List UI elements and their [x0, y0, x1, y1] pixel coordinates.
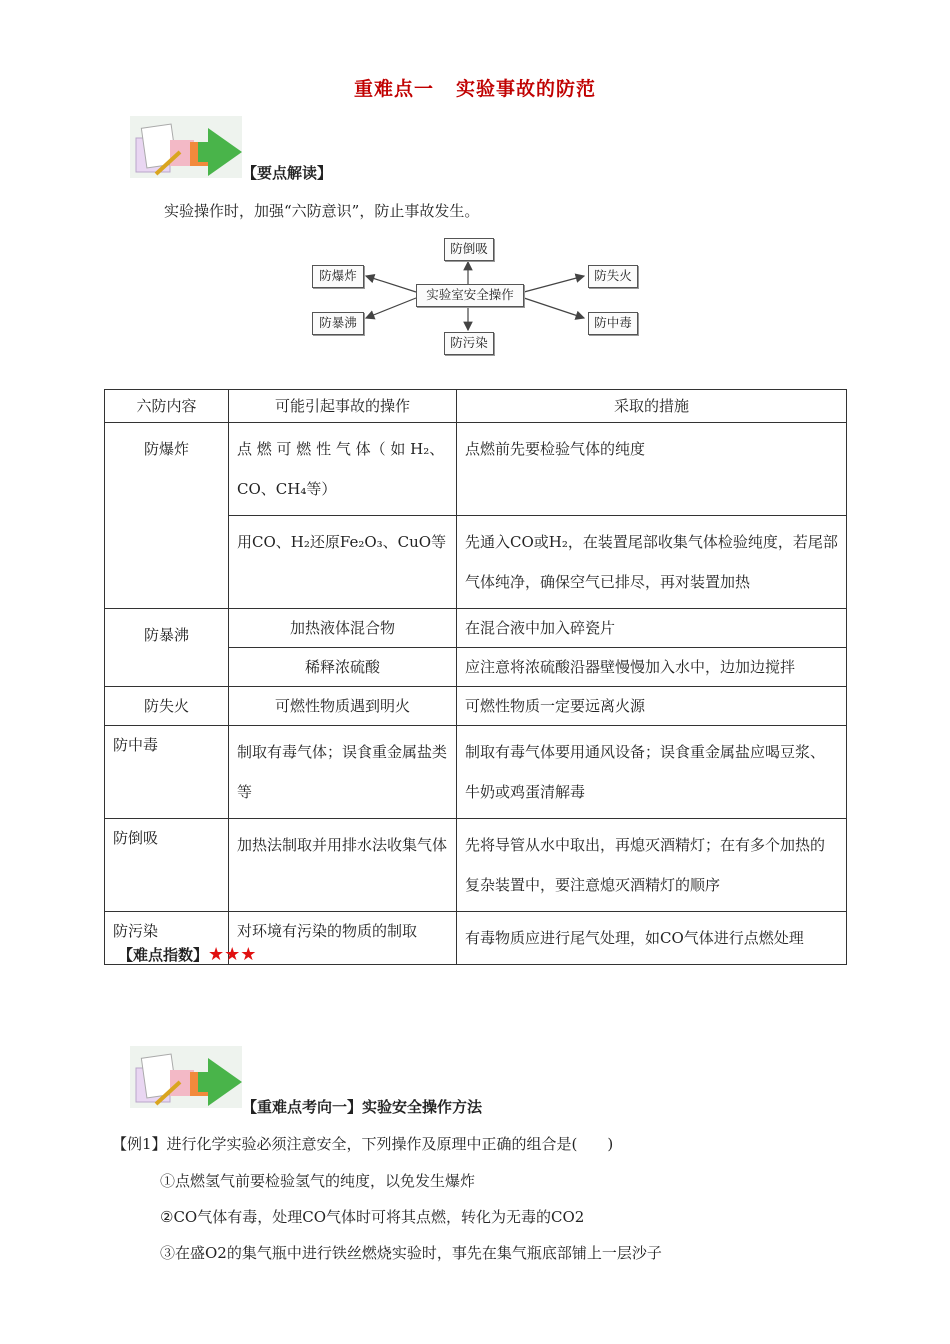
- diagram-top-box: 防倒吸: [444, 238, 494, 261]
- diagram-bottom-box: 防污染: [444, 332, 494, 355]
- diagram-center-box: 实验室安全操作: [416, 284, 524, 307]
- difficulty-label: 【难点指数】: [118, 946, 209, 964]
- table-category-cell: 防污染: [105, 912, 229, 965]
- table-row: [105, 726, 847, 819]
- table-row: [105, 819, 847, 912]
- table-header-cell: 可能引起事故的操作: [229, 390, 457, 423]
- example-option: ②CO气体有毒，处理CO气体时可将其点燃，转化为无毒的CO2: [160, 1208, 585, 1226]
- table-row: [105, 687, 847, 726]
- title-part2: 实验事故的防范: [456, 78, 597, 100]
- table-category-cell: 防中毒: [105, 726, 229, 819]
- table-category-cell: 防暴沸: [105, 609, 229, 687]
- table-operation-cell: 用CO、H₂还原Fe₂O₃、CuO等: [229, 516, 457, 609]
- table-measure-cell: 有毒物质应进行尾气处理，如CO气体进行点燃处理: [457, 912, 847, 965]
- table-measure-cell: 先通入CO或H₂，在装置尾部收集气体检验纯度，若尾部气体纯净，确保空气已排尽，再对装置加热: [457, 516, 847, 609]
- table-operation-cell: 点 燃 可 燃 性 气 体（ 如 H₂、CO、CH₄等）: [229, 423, 457, 516]
- table-operation-cell: 对环境有污染的物质的制取: [229, 912, 457, 965]
- table-header-cell: 六防内容: [105, 390, 229, 423]
- intro-text: 实验操作时，加强“六防意识”，防止事故发生。: [164, 202, 480, 220]
- example-option: ③在盛O2的集气瓶中进行铁丝燃烧实验时，事先在集气瓶底部铺上一层沙子: [160, 1244, 662, 1262]
- table-operation-cell: 加热法制取并用排水法收集气体: [229, 819, 457, 912]
- table-row: [105, 609, 847, 648]
- table-row: [105, 423, 847, 516]
- diagram-right-top-box: 防失火: [588, 265, 638, 288]
- table-category-cell: 防爆炸: [105, 423, 229, 609]
- page-title: [0, 74, 950, 101]
- example-option: ①点燃氢气前要检验氢气的纯度，以免发生爆炸: [160, 1172, 476, 1190]
- diagram-left-bottom-box: 防暴沸: [312, 312, 364, 335]
- table-category-cell: 防失火: [105, 687, 229, 726]
- notebook-logo-icon: [130, 116, 242, 178]
- table-measure-cell: 在混合液中加入碎瓷片: [457, 609, 847, 648]
- table-operation-cell: 稀释浓硫酸: [229, 648, 457, 687]
- difficulty-stars: ★★★: [208, 944, 257, 965]
- six-prevention-diagram: [300, 232, 660, 362]
- table-measure-cell: 可燃性物质一定要远离火源: [457, 687, 847, 726]
- table-measure-cell: 点燃前先要检验气体的纯度: [457, 423, 847, 516]
- diagram-right-bottom-box: 防中毒: [588, 312, 638, 335]
- table-operation-cell: 制取有毒气体；误食重金属盐类等: [229, 726, 457, 819]
- table-measure-cell: 制取有毒气体要用通风设备；误食重金属盐应喝豆浆、牛奶或鸡蛋清解毒: [457, 726, 847, 819]
- table-measure-cell: 应注意将浓硫酸沿器壁慢慢加入水中，边加边搅拌: [457, 648, 847, 687]
- table-operation-cell: 可燃性物质遇到明火: [229, 687, 457, 726]
- six-prevention-table: [104, 389, 847, 965]
- table-header-row: [105, 390, 847, 423]
- diagram-left-top-box: 防爆炸: [312, 265, 364, 288]
- table-header-cell: 采取的措施: [457, 390, 847, 423]
- difficulty-index: [118, 944, 256, 965]
- section-heading-key-points: 【要点解读】: [242, 164, 333, 182]
- section-heading-direction-one: 【重难点考向一】实验安全操作方法: [242, 1098, 483, 1116]
- title-part1: 重难点一: [353, 78, 434, 100]
- example-stem: 【例1】进行化学实验必须注意安全，下列操作及原理中正确的组合是( ): [112, 1135, 614, 1153]
- notebook-logo-icon: [130, 1046, 242, 1108]
- table-operation-cell: 加热液体混合物: [229, 609, 457, 648]
- table-category-cell: 防倒吸: [105, 819, 229, 912]
- table-measure-cell: 先将导管从水中取出，再熄灭酒精灯；在有多个加热的复杂装置中，要注意熄灭酒精灯的顺序: [457, 819, 847, 912]
